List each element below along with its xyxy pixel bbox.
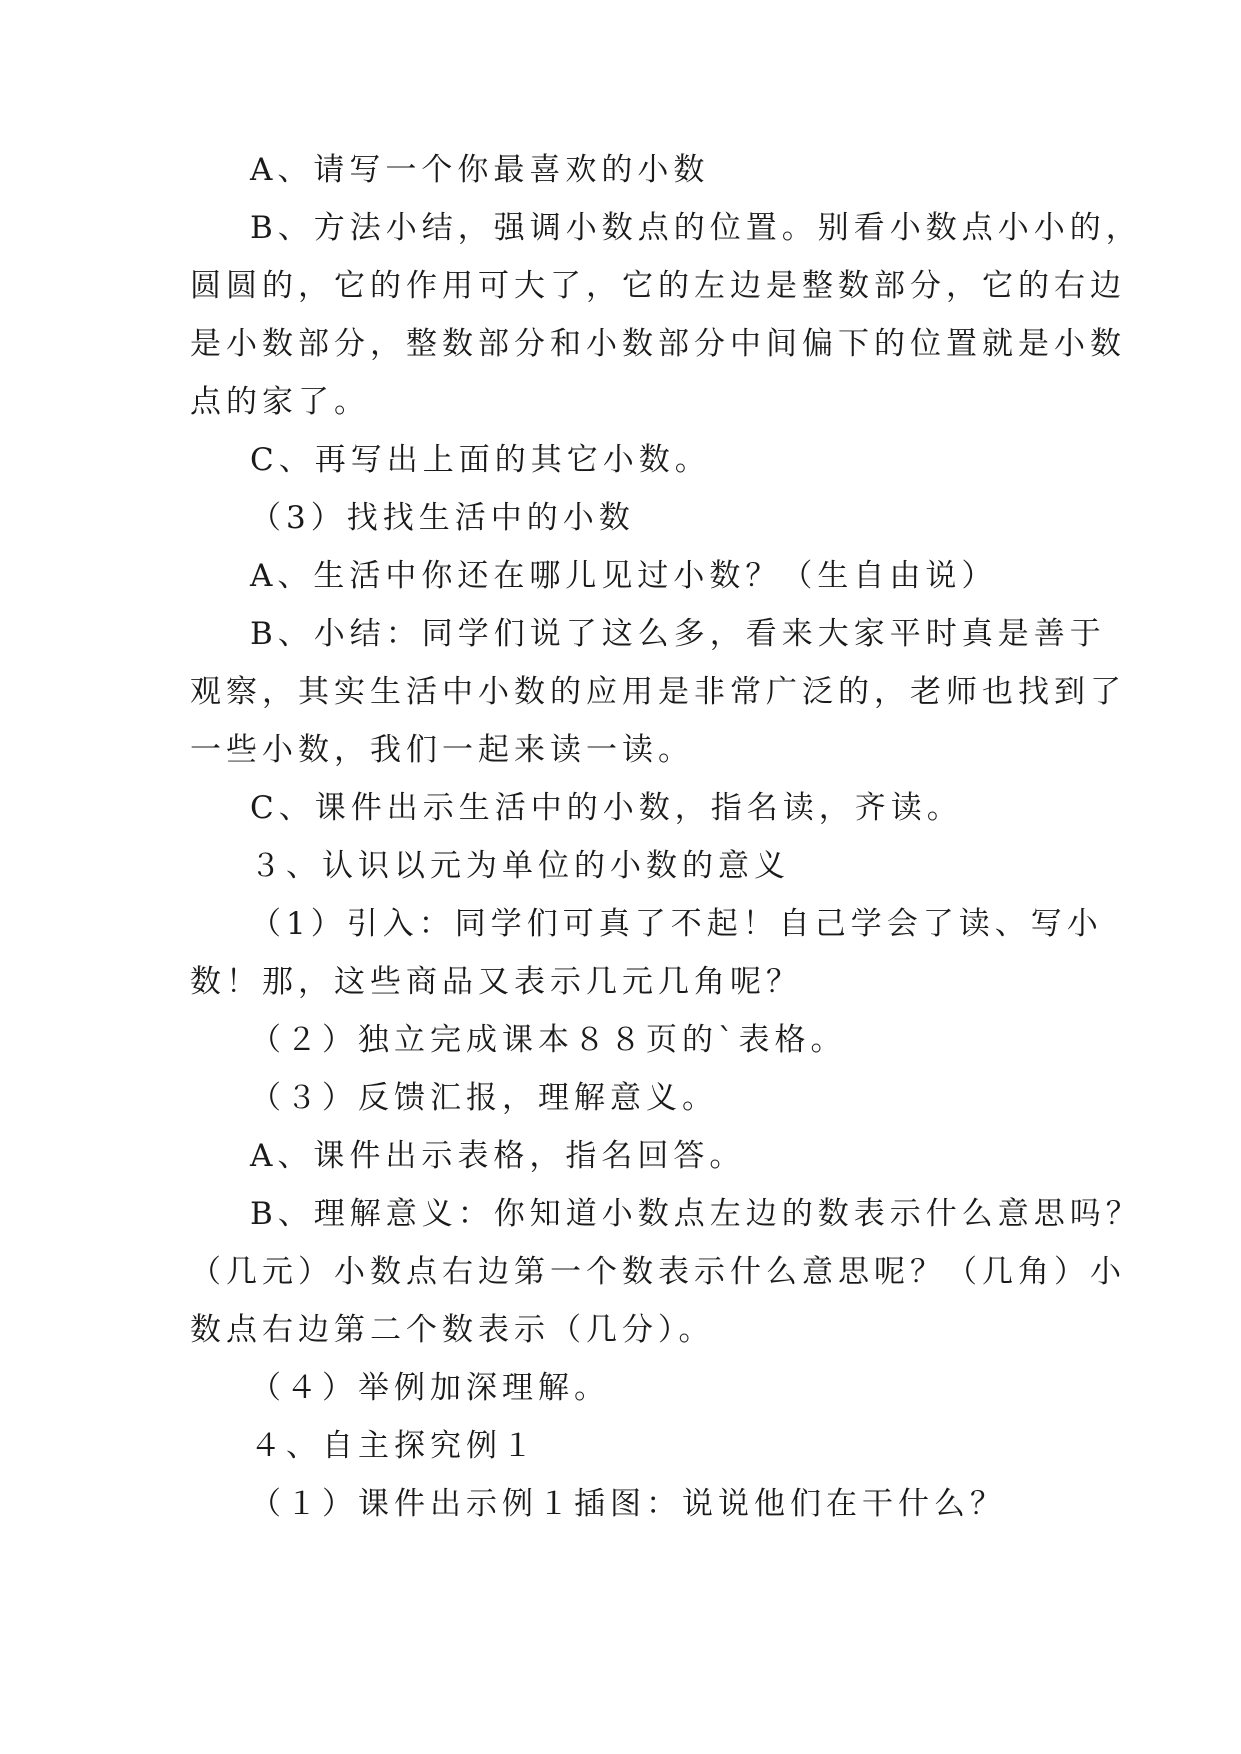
text-line: B、理解意义：你知道小数点左边的数表示什么意思吗？: [250, 1196, 1142, 1232]
text-line: 是小数部分，整数部分和小数部分中间偏下的位置就是小数: [190, 326, 1126, 362]
text-line: 点的家了。: [190, 384, 370, 420]
text-line: C、课件出示生活中的小数，指名读，齐读。: [250, 790, 963, 826]
section-heading: ４、自主探究例１: [250, 1428, 538, 1464]
text-line: （３）反馈汇报，理解意义。: [250, 1080, 718, 1116]
section-heading: （3）找找生活中的小数: [250, 500, 635, 536]
text-line: 数！那，这些商品又表示几元几角呢？: [190, 964, 802, 1000]
text-line: B、方法小结，强调小数点的位置。别看小数点小小的，: [250, 210, 1142, 246]
text-line: A、生活中你还在哪儿见过小数？（生自由说）: [250, 558, 998, 594]
text-line: （１）课件出示例１插图：说说他们在干什么？: [250, 1486, 1006, 1522]
text-line: B、小结：同学们说了这么多，看来大家平时真是善于: [250, 616, 1106, 652]
text-line: （几元）小数点右边第一个数表示什么意思呢？（几角）小: [190, 1254, 1126, 1290]
text-line: A、课件出示表格，指名回答。: [250, 1138, 746, 1174]
text-line: 圆圆的，它的作用可大了，它的左边是整数部分，它的右边: [190, 268, 1126, 304]
text-line: 一些小数，我们一起来读一读。: [190, 732, 694, 768]
text-line: （1）引入：同学们可真了不起！自己学会了读、写小: [250, 906, 1103, 942]
text-line: 观察，其实生活中小数的应用是非常广泛的，老师也找到了: [190, 674, 1126, 710]
text-line: （２）独立完成课本８８页的`表格。: [250, 1022, 847, 1058]
text-line: C、再写出上面的其它小数。: [250, 442, 711, 478]
text-line: （４）举例加深理解。: [250, 1370, 610, 1406]
section-heading: ３、认识以元为单位的小数的意义: [250, 848, 790, 884]
text-line: 数点右边第二个数表示（几分）。: [190, 1312, 715, 1348]
text-line: A、请写一个你最喜欢的小数: [250, 152, 710, 188]
